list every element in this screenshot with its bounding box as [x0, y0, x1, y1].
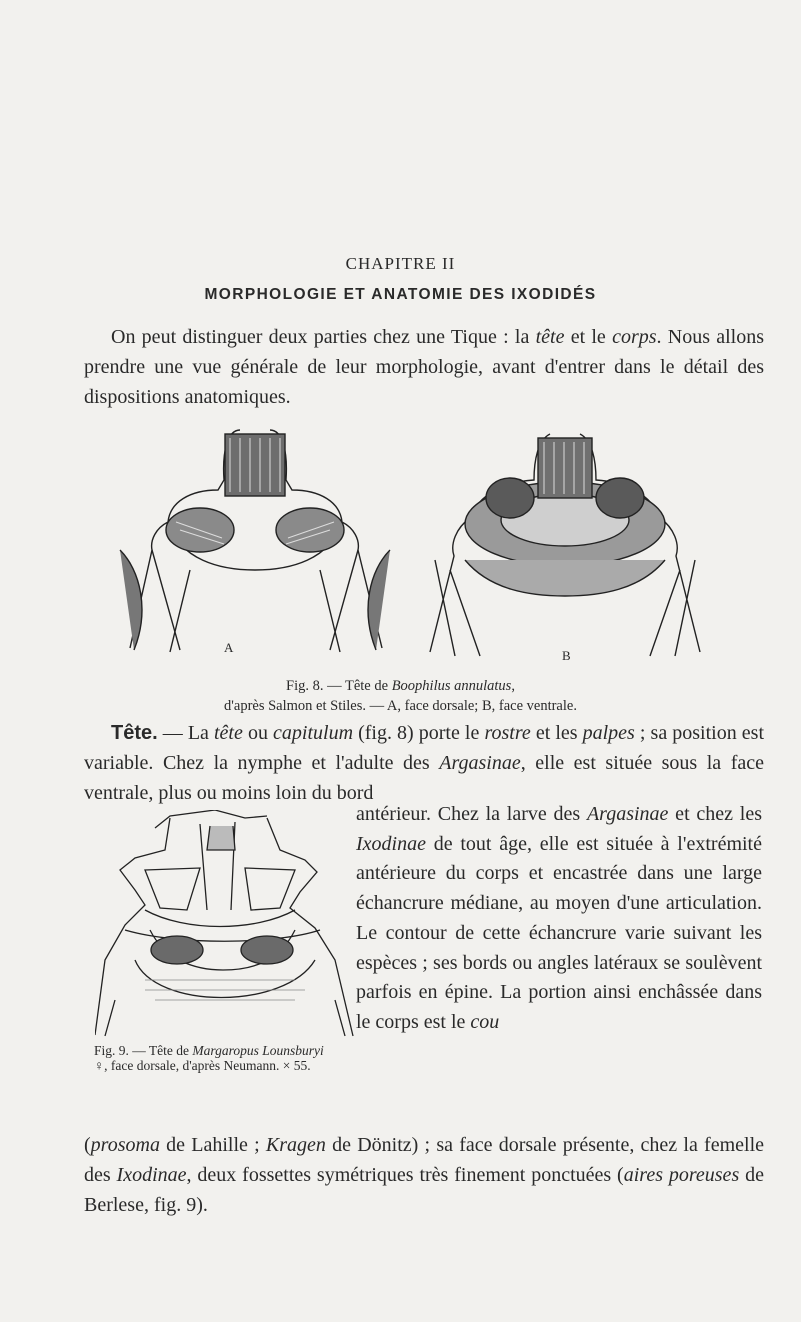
fig8-ventral-view — [430, 434, 700, 656]
section-title: MORPHOLOGIE ET ANATOMIE DES IXODIDÉS — [204, 286, 597, 303]
figure-8 — [110, 420, 710, 663]
figure-9-caption: Fig. 9. — Tête de Margaropus Lounsburyi ♀, face dorsale, d'après Neumann. × 55. — [94, 1043, 324, 1073]
intro-paragraph: On peut distinguer deux parties chez une Tique : la tête et le corps. Nous allons prendre une vue générale de leur morphologie, avant d'entrer dans le détail des dispositions anatomiques. — [84, 326, 765, 408]
fig8-label-b: B — [562, 648, 571, 663]
fig8-caption-line1: Fig. 8. — Tête de Boophilus annulatus, — [286, 678, 515, 694]
figure-8-illustration — [110, 420, 710, 658]
fig8-dorsal-view — [120, 430, 390, 652]
bottom-paragraph: (prosoma de Lahille ; Kragen de Dönitz) ; sa face dorsale présente, chez la femelle des Ixodinae, deux fossettes symétriques très finement ponctuées (aires poreuses de Berlese, fig. 9). — [84, 1134, 765, 1216]
chapter-heading: CHAPITRE II — [345, 254, 456, 273]
side-paragraph: antérieur. Chez la larve des Argasinae et chez les Ixodinae de tout âge, elle est située à l'extrémité antérieure du corps et encastrée dans une large échancrure médiane, au moyen d'une articulation. Le contour de cette échancrure varie suivant les espèces ; ses bords ou angles latéraux se soulèvent parfois en épine. La portion ainsi enchâssée dans le corps est le cou — [356, 803, 762, 1033]
figure-9-illustration — [95, 810, 355, 1042]
fig8-label-a: A — [224, 640, 234, 655]
figure-9 — [95, 810, 355, 1042]
fig8-caption-line2: d'après Salmon et Stiles. — A, face dorsale; B, face ventrale. — [224, 698, 577, 714]
figure-8-caption — [0, 676, 801, 716]
tete-paragraph: Tête. — La tête ou capitulum (fig. 8) porte le rostre et les palpes ; sa position est variable. Chez la nymphe et l'adulte des Argasinae, elle est située sous la face ventrale, plus ou moins loin du bord — [84, 722, 765, 804]
